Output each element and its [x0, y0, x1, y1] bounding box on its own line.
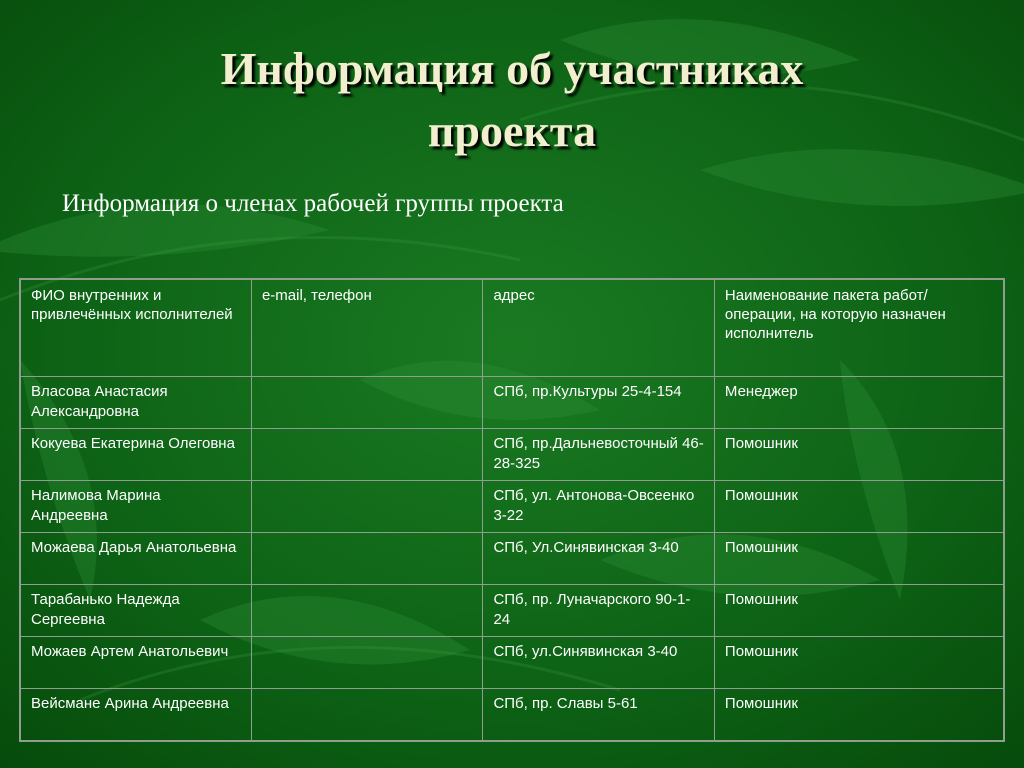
cell-address: СПб, пр. Луначарского 90-1-24 [483, 585, 714, 637]
cell-address: СПб, пр.Дальневосточный 46-28-325 [483, 429, 714, 481]
cell-contact [251, 585, 482, 637]
cell-contact [251, 689, 482, 742]
table-row [20, 429, 1004, 481]
cell-contact [251, 481, 482, 533]
cell-role: Менеджер [714, 377, 1004, 429]
cell-name: Можаев Артем Анатольевич [20, 637, 251, 689]
cell-role: Помошник [714, 481, 1004, 533]
header-contact: e-mail, телефон [251, 279, 482, 377]
header-work-package: Наименование пакета работ/операции, на которую назначен исполнитель [714, 279, 1004, 377]
cell-role: Помошник [714, 689, 1004, 742]
cell-role: Помошник [714, 429, 1004, 481]
title-line-1: Информация об участниках [220, 43, 804, 94]
cell-contact [251, 429, 482, 481]
cell-role: Помошник [714, 533, 1004, 585]
cell-role: Помошник [714, 585, 1004, 637]
title-line-2: проекта [427, 105, 597, 156]
cell-name: Власова Анастасия Александровна [20, 377, 251, 429]
cell-contact [251, 533, 482, 585]
table-row [20, 585, 1004, 637]
table-row [20, 689, 1004, 742]
cell-name: Вейсмане Арина Андреевна [20, 689, 251, 742]
participants-table-container [19, 278, 1005, 742]
cell-name: Кокуева Екатерина Олеговна [20, 429, 251, 481]
cell-address: СПб, ул. Антонова-Овсеенко 3-22 [483, 481, 714, 533]
cell-address: СПб, пр.Культуры 25-4-154 [483, 377, 714, 429]
table-row [20, 637, 1004, 689]
subtitle: Информация о членах рабочей группы проекта [62, 190, 564, 217]
cell-name: Тарабанько Надежда Сергеевна [20, 585, 251, 637]
cell-contact [251, 377, 482, 429]
cell-contact [251, 637, 482, 689]
table-row [20, 533, 1004, 585]
table-row [20, 377, 1004, 429]
cell-name: Можаева Дарья Анатольевна [20, 533, 251, 585]
cell-name: Налимова Марина Андреевна [20, 481, 251, 533]
page-title [0, 38, 1024, 162]
cell-role: Помошник [714, 637, 1004, 689]
participants-table [19, 278, 1005, 742]
table-row [20, 481, 1004, 533]
header-name: ФИО внутренних и привлечённых исполнителей [20, 279, 251, 377]
cell-address: СПб, ул.Синявинская 3-40 [483, 637, 714, 689]
cell-address: СПб, Ул.Синявинская 3-40 [483, 533, 714, 585]
table-header-row [20, 279, 1004, 377]
cell-address: СПб, пр. Славы 5-61 [483, 689, 714, 742]
header-address: адрес [483, 279, 714, 377]
